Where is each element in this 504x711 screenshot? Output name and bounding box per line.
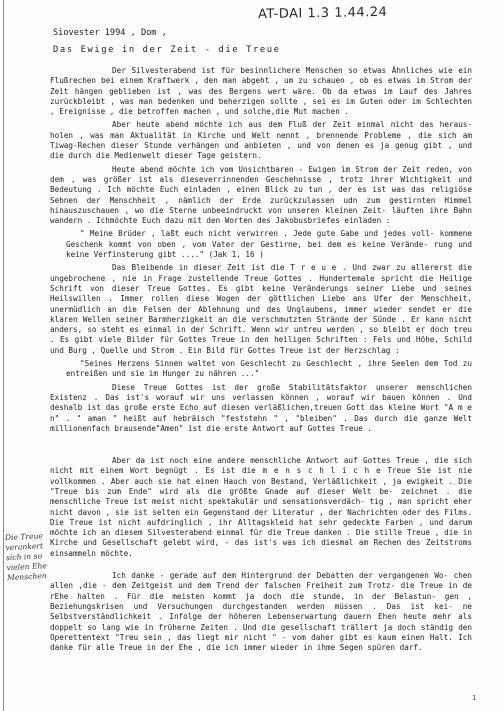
paragraph: Heute abend möchte ich vom Unsichtbaren - Ewigen im Strom der Zeit reden, von dem , was größer ist als dieseverrinnenden Geschehnisse , trotz ihrer Wichtigkeit und Bedeutung . Ich möchte Euch einladen , einen Blick zu tun , der es ist was das religiöse Sehnen der Menschheit , nämlich der Erde zurückzulassen udn zum gestirnten Himmel hinauszuschauen , wo die Sterne unbeeindruckt von unseren kleinen Zeit- läuften ihre Bahn wandern . Ichmöchte Euch dazu mit den Worten des Jakobusbriefes einladen :: [50, 164, 472, 226]
paragraph: Das Bleibende in dieser Zeit ist die T r e u e . Und zwar zu allererst die ungebrochene , nie in Frage zustellende Treue Gottes . Hundertemale spricht die Heilige Schrift von dieser Treue Gottes. Es gibt keine Veränderungs seiner Liebe und seines Heilswillen . Immer rollen diese Wogen der göttlichen Liebe ans Ufer der Menschheit, unermüdlich an die Felsen der Ablehnung und des Unglaubens, immer wieder sendet er die klaren Wellen seiner Barmherzigkeit an die verschmutzten Strände der Sünde . Er kann nicht anders, so steht es einmal in der Schrift. Wenn wir untreu werden , so bleibt er doch treu . Es gibt viele Bilder für Gottes Treue in den heiligen Schriften : Fels und Höhe, Schild und Burg , Quelle und Strom . Ein Bild für Gottes Treue ist der Herzschlag :: [50, 263, 472, 355]
document-title: Das Ewige in der Zeit - die Treue: [53, 45, 281, 55]
document-body: [50, 66, 472, 656]
paragraph: Ich danke - gerade auf dem Hintergrund der Debatten der vergangenen Wo- chen allen ,die - dem Zeitgeist und dem Trend der falschen Freiheit zum Trotz- die Treue in de rEhe halten . Für die meisten kommt ja doch die stunde, in der Belastun- gen , Beziehungskrisen und Versuchungen durchgestanden werden müssen . Das ist kei- ne Selbstverständlichkeit . Infolge der höheren Lebenserwartung dauern Ehen heute mehr als doppelt so lang wie in früherne Zeiten . Und die gesellschaft trällert ja doch ständig den Operettentext "Treu sein , das liegt mir nicht " - vom daher gibt es kaum einen Halt. Ich danke für alle Treue in der Ehe , die ich immer wieder in ihme Segen spüren darf.: [50, 571, 472, 653]
paragraph: Der Silvesterabend ist für besinnlichere Menschen so etwas Ähnliches wie ein Flußrechen bei einem Kraftwerk , den man abgeht , um zu schauen , ob es etwas im Strom der Zeit hängen geblieben ist , was des Bergens wert wäre. Ob da etwas im Lauf des Jahres zurückbleibt , was man bedenken und beherzigen sollte , sei es im Guten oder im Schlechten , Ereignisse , die betroffen machen , und solche,die Mut machen .: [50, 66, 472, 117]
document-header: Siovester 1994 , Dom ,: [53, 28, 167, 38]
quote-paragraph: "Seines Herzens Sinnen waltet von Geschlecht zu Geschlecht , ihre Seelen dem Tod zu entreißen und sie im Hunger zu nähren ...": [66, 359, 472, 379]
page-number: 1: [472, 694, 477, 702]
archive-stamp: AT-DAI 1.3 1.44.24: [257, 4, 388, 23]
handwritten-margin-note: Die Treue verankert sich in so vielen Ehe Menschen: [4, 531, 48, 583]
page-edge-line: [3, 0, 4, 711]
paragraph: Aber heute abend möchte ich aus dem Fluß der Zeit einmal nicht das heraus- holen , was man Aktualität in Kirche und Welt nennt , brennende Probleme , die sich am Tiwag-Rechen dieser Stunde verhängen und anbieten , und von denen es ja genug gibt , und die durch die Medienwelt dieser Tage geistern.: [50, 120, 472, 161]
paragraph: Aber da ist noch eine andere menschliche Antwort auf Gottes Treue , die sich nicht mit einem Wort begnügt . Es ist die m e n s c h l i c h e Treue Sie ist nie vollkommen . Aber auch sie hat einen Hauch von Bestand, Verläßlichkeit , ja ewigkeit . Die "Treue bis zum Ende" wird als die größte Gnade auf dieser Welt be- zeichnet . die menschliche Treue ist meist nicht spektakulär und sensationsverdäch- tig , man spricht eher nicht davon , sie ist selten ein Gegenstand der Literatur , der Nachrichten oder des Films. Die Treue ist nicht aufdringlich , ihr Alltagskleid hat sehr gedeckte Farben , und darum möchte ich an diesem Silvesterabend einmal für die Treue danken . Die stille Treue , die in Kirche und Gesellschaft gelebt wird, - das ist's was ich diesmal am Rechen des Zeitstroms einsammeln möchte.: [50, 456, 472, 558]
quote-paragraph: " Meine Brüder , laßt euch nicht verwirren . Jede gute Gabe und jedes voll- kommene Geschenk kommt von oben , vom Vater der Gestirne, bei dem es keine Verände- rung und keine Verfinsterung gibt ...." (Jak 1, 16 ): [66, 229, 472, 260]
paragraph: Diese Treue Gottes ist der große Stabilitätsfaktor unserer menschlichen Existenz . Das ist's worauf wir uns verlassen können , worauf wir bauen können . Und deshalb ist das große erste Echo auf diesen verläßlichen,treuen Gott das kleine Wort "A m e n" . " aman " heißt auf hebräisch "feststehn " , "bleiben" . Das durch die ganze Welt millionenfach brausende"Amen" ist die erste Antwort auf Gottes Treue .: [50, 382, 472, 433]
